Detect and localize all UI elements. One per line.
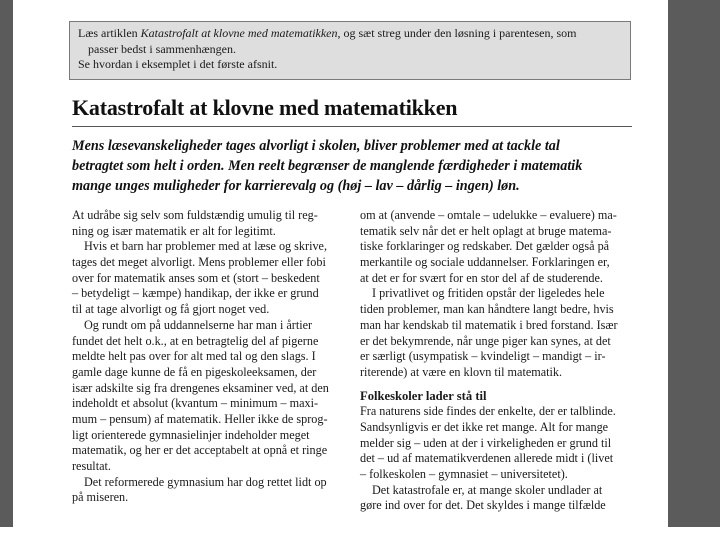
text-line: matematik, og her er det acceptabelt at opnå et ringe <box>72 443 328 458</box>
text-line: indeholdt et absolut (kvantum – minimum – maxi- <box>72 396 319 411</box>
right-dark-margin <box>668 0 720 540</box>
text-line: fundet det helt o.k., at en betragtelig del af pigerne <box>72 333 319 348</box>
bottom-margin <box>0 527 720 540</box>
text-line: ning og især matematik er alt for legitimt. <box>72 223 276 238</box>
text-line: er det bekymrende, når unge piger kan synes, at det <box>360 333 611 348</box>
text-line: ligt orienterede gymnasielinjer indeholder meget <box>72 427 310 442</box>
text-line: Sandsynligvis er det ikke ret mange. Alt for mange <box>360 419 609 434</box>
text-line: til at tage alvorligt og få gjort noget ved. <box>72 302 270 317</box>
text-line: Det reformerede gymnasium har dog rettet lidt op <box>84 474 327 489</box>
instruction-box <box>69 21 631 80</box>
text-line: man har kendskab til matematik i bred forstand. Især <box>360 317 618 332</box>
text-line: tages det meget alvorligt. Mens problemer eller fobi <box>72 255 326 270</box>
text-line: At udråbe sig selv som fuldstændig umulig til reg- <box>72 208 318 222</box>
lead-line: mange unges muligheder for karrierevalg og (høj – lav – dårlig – ingen) løn. <box>72 178 520 194</box>
text-line: – betydeligt – kæmpe) handikap, der ikke er grund <box>72 286 319 301</box>
instruction-article-title: Katastrofalt at klovne med matematikken <box>140 26 338 40</box>
text-line: mum – pensum) af matematik. Heller ikke de sprog- <box>72 411 328 426</box>
instruction-line-1: Læs artiklen Katastrofalt at klovne med matematikken, og sæt streg under den løsning i parentesen, som <box>78 26 577 40</box>
left-dark-margin <box>0 0 13 527</box>
text-line: resultat. <box>72 459 111 473</box>
text-line: om at (anvende – omtale – udelukke – evaluere) ma- <box>360 208 617 222</box>
article-title: Katastrofalt at klovne med matematikken <box>72 95 458 120</box>
text-line: gamle dage kunne de få en pigeskoleeksamen, der <box>72 364 317 379</box>
text-line: I privatlivet og fritiden opstår der ligeledes hele <box>372 286 605 301</box>
lead-line: betragtet som helt i orden. Men reelt begrænser de manglende færdigheder i matematik <box>72 158 583 174</box>
text-line: Fra naturens side findes der enkelte, der er talblinde. <box>360 404 616 419</box>
text-line: på miseren. <box>72 490 129 505</box>
text-line: – folkeskolen – gymnasiet – universitetet). <box>360 467 568 481</box>
text-line: det – ud af matematikverdenen allerede midt i (livet <box>360 451 614 466</box>
section-subheading: Folkeskoler lader stå til <box>360 388 487 403</box>
article-lead <box>72 136 632 196</box>
left-column <box>72 208 340 506</box>
title-divider <box>72 126 632 127</box>
lead-line: Mens læsevanskeligheder tages alvorligt i skolen, bliver problemer med at tackle tal <box>72 138 560 154</box>
text-line: at det er for svært for en stor del af de studerende. <box>360 270 603 285</box>
text-line: meldte helt pas over for alt med tal og den slags. I <box>72 349 316 364</box>
text-line: Det katastrofale er, at mange skoler undlader at <box>372 482 603 497</box>
text-line: tematik selv når det er helt oplagt at bruge matema- <box>360 223 612 238</box>
document-page <box>34 0 668 527</box>
text-line: melder sig – uden at der i virkeligheden er grund til <box>360 435 612 450</box>
text-line: over for matematik anses som et (stort – beskedent <box>72 270 320 285</box>
text-line: er særligt (usympatisk – kvindeligt – mandigt – ir- <box>360 349 606 364</box>
text-line: tiske forklaringer og redskaber. Det gælder også på <box>360 239 610 254</box>
text-line: Og rundt om på uddannelserne har man i årtier <box>84 317 313 332</box>
text-line: merkantile og sociale uddannelser. Forklaringen er, <box>360 255 610 270</box>
text-line: Hvis et barn har problemer med at læse og skrive, <box>84 239 328 254</box>
text-line: tiden problemer, man kan håndtere langt bedre, hvis <box>360 302 614 317</box>
text-line: riterende) at være en klovn til matematik. <box>360 364 563 379</box>
right-column <box>360 208 628 514</box>
instruction-line-2: passer bedst i sammenhængen. <box>88 41 236 56</box>
text-line: gøre ind over for det. Det skyldes i mange tilfælde <box>360 498 606 513</box>
instruction-line-3: Se hvordan i eksemplet i det første afsnit. <box>78 57 278 71</box>
text-line: især adskilte sig fra drengenes eksaminer ved, at den <box>72 380 329 395</box>
